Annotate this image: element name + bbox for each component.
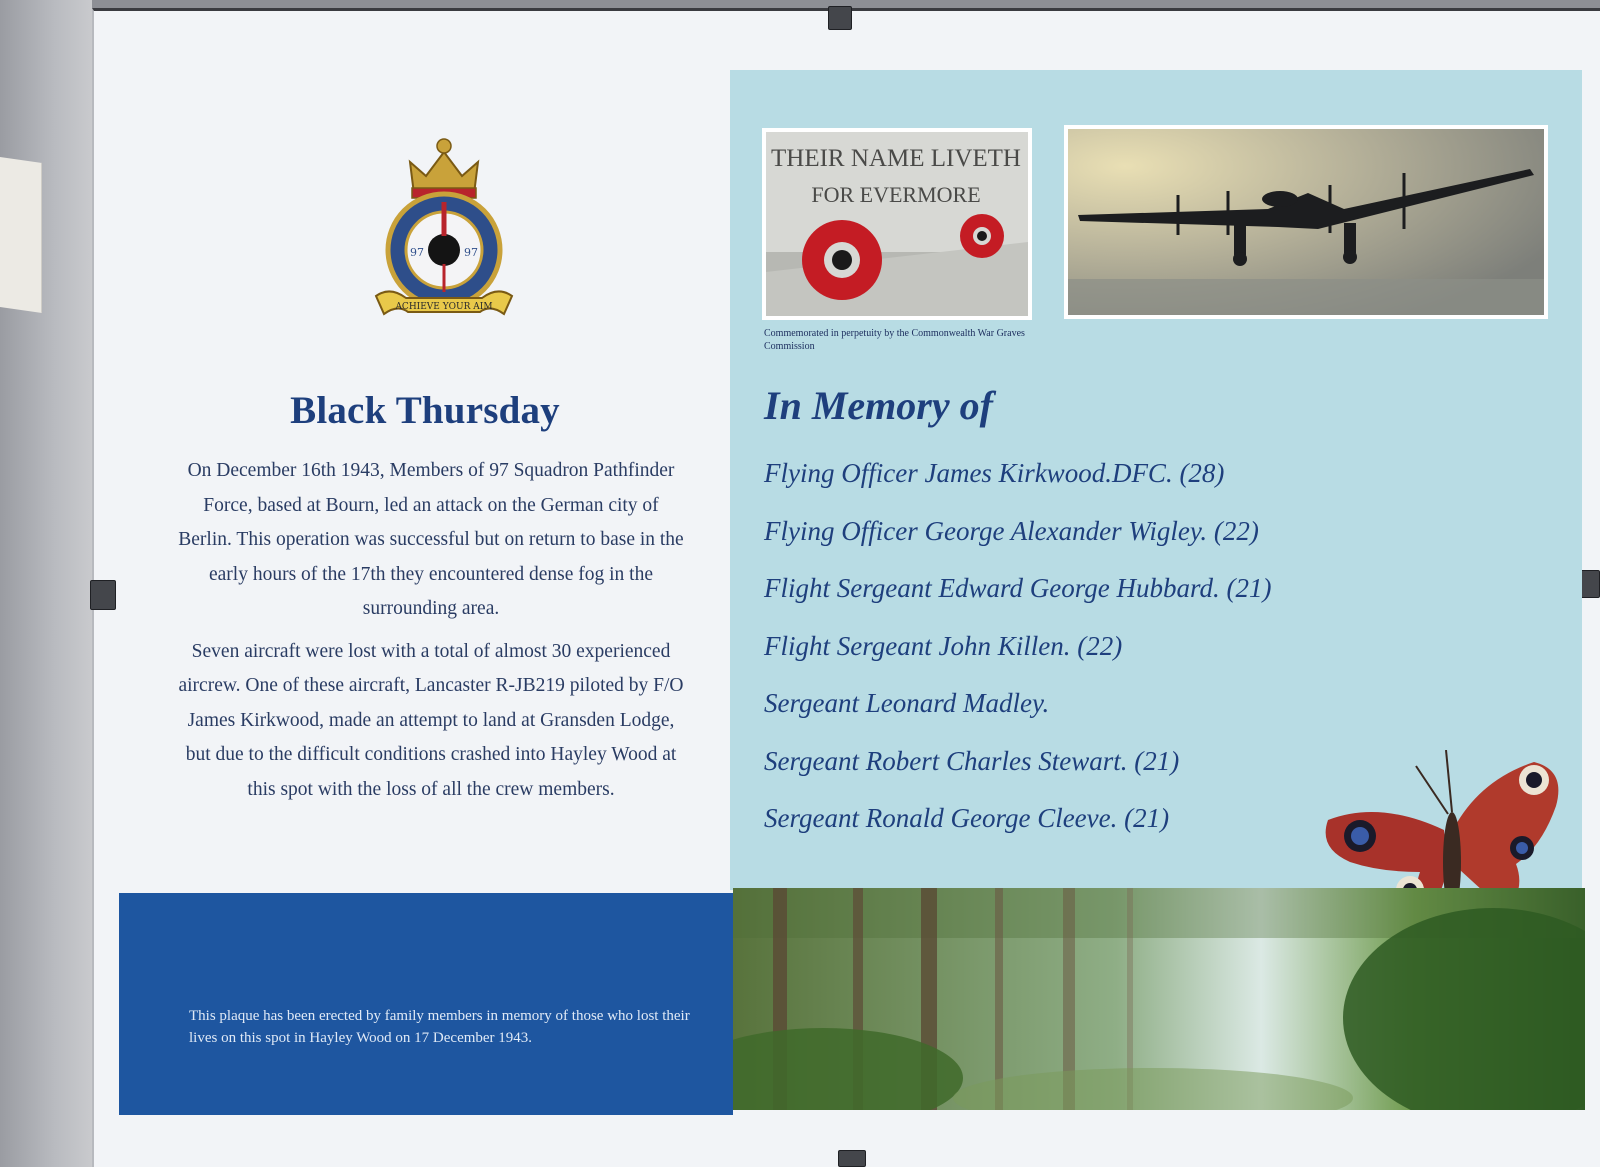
inscription-line-1: THEIR NAME LIVETH: [771, 145, 1021, 172]
crew-name: Sergeant Robert Charles Stewart. (21): [764, 745, 1180, 776]
crew-name: Sergeant Leonard Madley.: [764, 688, 1050, 718]
plaque-text: This plaque has been erected by family members in memory of those who lost their lives on this spot in Hayley Wood on 17 December 1943.: [189, 1008, 690, 1046]
in-memory-title: In Memory of: [764, 383, 993, 428]
page-title: Black Thursday: [290, 389, 560, 432]
frame-clip-right: [1580, 570, 1600, 598]
cwgc-caption: Commemorated in perpetuity by the Commonwealth War Graves Commission: [764, 328, 1025, 352]
paper-scrap: [0, 157, 42, 313]
memorial-wreath-photo: [762, 128, 1032, 320]
crest-number-right: 97: [464, 246, 478, 259]
plaque-box: [119, 893, 733, 1115]
crew-name: Sergeant Ronald George Cleeve. (21): [764, 803, 1170, 833]
raf-squadron-crest-icon: [370, 132, 518, 322]
crew-name: Flight Sergeant John Killen. (22): [764, 630, 1123, 661]
crew-name: Flying Officer James Kirkwood.DFC. (28): [764, 458, 1225, 488]
story-paragraph: Seven aircraft were lost with a total of almost 30 experienced aircrew. One of these aircraft, Lancaster R-JB219 piloted by F/O James Kirkwood, made an attempt to land at Gransden Lodge, but due to the difficult conditions crashed into Hayley Wood at this spot with the loss of all the crew members.: [178, 640, 684, 800]
woodland-photo: [733, 888, 1585, 1110]
story-panel: [118, 70, 732, 890]
crest-number-left: 97: [410, 246, 424, 259]
inscription-line-2: FOR EVERMORE: [811, 182, 981, 207]
frame-clip-top: [828, 6, 852, 30]
crew-name: Flying Officer George Alexander Wigley. (22): [764, 515, 1259, 546]
crew-name: Flight Sergeant Edward George Hubbard. (21): [764, 573, 1272, 603]
frame-clip-bottom: [838, 1150, 866, 1167]
lancaster-bomber-photo: [1064, 125, 1548, 319]
memorial-panel: [730, 70, 1582, 890]
frame-clip-left: [90, 580, 116, 610]
story-paragraph: On December 16th 1943, Members of 97 Squadron Pathfinder Force, based at Bourn, led an attack on the German city of Berlin. This operation was successful but on return to base in the early hours of the 17th they encountered dense fog in the surrounding area.: [178, 460, 684, 619]
story-text: [176, 454, 686, 815]
crest-motto: ACHIEVE YOUR AIM: [395, 302, 493, 312]
